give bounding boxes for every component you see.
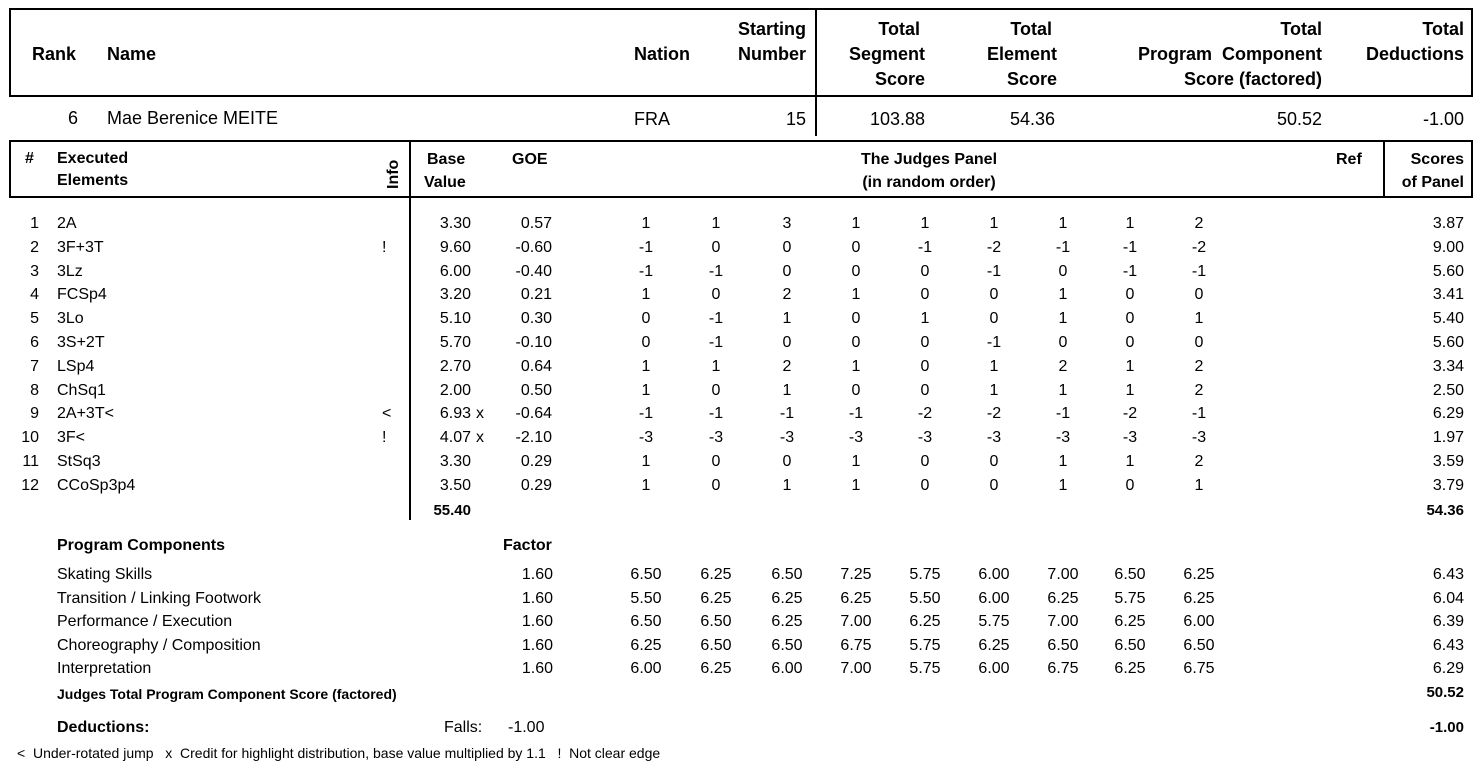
element-judge-score: 1 bbox=[989, 215, 999, 232]
element-base-value: 6.00 bbox=[439, 262, 471, 280]
element-name: FCSp4 bbox=[57, 286, 107, 304]
component-judge-score: 6.00 bbox=[630, 660, 662, 678]
element-judge-score: -3 bbox=[986, 429, 1002, 447]
element-judge-score: -1 bbox=[638, 238, 654, 256]
element-judge-score: -1 bbox=[638, 405, 654, 423]
components-factor-header: Factor bbox=[503, 537, 552, 554]
element-judge-score: 0 bbox=[711, 286, 721, 304]
element-judge-score: 0 bbox=[1125, 286, 1135, 304]
component-judge-score: 6.25 bbox=[1047, 589, 1079, 607]
element-info: < bbox=[382, 405, 392, 423]
ref-header: Ref bbox=[1336, 151, 1362, 168]
element-judge-score: 1 bbox=[1125, 453, 1135, 470]
element-judge-score: 1 bbox=[851, 453, 861, 470]
element-name: 3F+3T bbox=[57, 238, 104, 256]
component-name: Transition / Linking Footwork bbox=[57, 589, 261, 607]
component-judge-score: 6.25 bbox=[840, 589, 872, 607]
element-judge-score: 0 bbox=[989, 476, 999, 494]
element-judge-score: 1 bbox=[1125, 381, 1135, 399]
element-name: 3Lo bbox=[57, 310, 84, 328]
element-judge-score: 1 bbox=[1058, 215, 1068, 232]
element-judge-score: 3 bbox=[782, 215, 792, 232]
element-judge-score: 0 bbox=[920, 381, 930, 399]
element-base-value: 3.30 bbox=[439, 215, 471, 232]
deductions-total: -1.00 bbox=[1429, 719, 1464, 736]
element-judge-score: 1 bbox=[1058, 381, 1068, 399]
element-judge-score: -1 bbox=[708, 405, 724, 423]
component-panel-score: 6.29 bbox=[1432, 660, 1464, 678]
component-name: Skating Skills bbox=[57, 566, 153, 583]
element-judge-score: 0 bbox=[782, 238, 792, 256]
element-judge-score: 1 bbox=[851, 357, 861, 375]
element-number: 6 bbox=[30, 334, 39, 351]
tes-header-3: Score bbox=[1006, 69, 1057, 89]
element-judge-score: -1 bbox=[1055, 238, 1071, 256]
element-judge-score: 0 bbox=[920, 286, 930, 304]
component-judge-score: 5.75 bbox=[909, 660, 941, 678]
element-judge-score: 0 bbox=[782, 334, 792, 351]
component-name: Choreography / Composition bbox=[57, 636, 261, 654]
tes-header-1: Total bbox=[1010, 19, 1052, 39]
skater-nation: FRA bbox=[634, 109, 670, 129]
element-judge-score: 1 bbox=[782, 310, 792, 328]
component-judge-score: 6.25 bbox=[700, 566, 732, 583]
pcs-header-3: Score (factored) bbox=[1183, 69, 1322, 89]
element-panel-score: 3.87 bbox=[1432, 215, 1464, 232]
component-judge-score: 6.75 bbox=[1047, 660, 1079, 678]
component-judge-score: 6.50 bbox=[771, 636, 803, 654]
component-judge-score: 6.00 bbox=[978, 589, 1010, 607]
component-judge-score: 6.50 bbox=[700, 613, 732, 631]
elements-executed-header-1: Executed bbox=[57, 150, 129, 167]
skater-total-segment-score: 103.88 bbox=[869, 109, 925, 129]
component-judge-score: 6.25 bbox=[978, 636, 1010, 654]
element-base-value: 5.10 bbox=[439, 310, 471, 328]
component-judge-score: 6.75 bbox=[840, 636, 872, 654]
tss-header-3: Score bbox=[874, 69, 925, 89]
element-name: ChSq1 bbox=[57, 381, 106, 399]
element-goe: 0.64 bbox=[520, 357, 552, 375]
component-judge-score: 7.25 bbox=[840, 566, 872, 583]
tss-header-2: Segment bbox=[848, 44, 925, 64]
component-name: Performance / Execution bbox=[57, 613, 233, 631]
component-judge-score: 6.00 bbox=[1183, 613, 1215, 631]
elements-info-header: Info bbox=[385, 159, 402, 189]
element-judge-score: 0 bbox=[920, 357, 930, 375]
element-judge-score: 1 bbox=[782, 381, 792, 399]
component-judge-score: 5.75 bbox=[1114, 589, 1146, 607]
element-number: 12 bbox=[21, 476, 39, 494]
component-judge-score: 7.00 bbox=[1047, 613, 1079, 631]
skater-total-deductions: -1.00 bbox=[1422, 109, 1464, 129]
element-judge-score: 0 bbox=[851, 381, 861, 399]
element-judge-score: 0 bbox=[711, 381, 721, 399]
element-judge-score: 0 bbox=[989, 286, 999, 304]
element-number: 1 bbox=[30, 215, 39, 232]
element-judge-score: -1 bbox=[1191, 262, 1207, 280]
element-goe: 0.50 bbox=[520, 381, 552, 399]
element-judge-score: 1 bbox=[641, 215, 651, 232]
element-judge-score: -1 bbox=[779, 405, 795, 423]
element-base-value: 2.00 bbox=[439, 381, 471, 399]
component-judge-score: 6.25 bbox=[630, 636, 662, 654]
elements-executed-header-2: Elements bbox=[57, 172, 129, 189]
element-judge-score: 0 bbox=[641, 334, 651, 351]
element-judge-score: 0 bbox=[1125, 310, 1135, 328]
element-judge-score: 1 bbox=[851, 215, 861, 232]
components-title: Program Components bbox=[57, 537, 226, 554]
component-factor: 1.60 bbox=[521, 589, 553, 607]
elements-header-box bbox=[9, 140, 1473, 198]
element-judge-score: -3 bbox=[1055, 429, 1071, 447]
component-judge-score: 6.00 bbox=[771, 660, 803, 678]
legend: < Under-rotated jump x Credit for highlight distribution, base value multiplied by 1.1 ! Not clear edge bbox=[17, 745, 661, 761]
elements-base-total: 55.40 bbox=[433, 502, 471, 519]
element-judge-score: -3 bbox=[848, 429, 864, 447]
element-base-value: 3.30 bbox=[439, 453, 471, 470]
component-judge-score: 6.25 bbox=[700, 589, 732, 607]
element-number: 11 bbox=[22, 453, 39, 470]
component-judge-score: 6.50 bbox=[1183, 636, 1215, 654]
element-judge-score: -3 bbox=[917, 429, 933, 447]
falls-value: -1.00 bbox=[508, 719, 545, 736]
element-goe: -0.60 bbox=[515, 238, 552, 256]
element-judge-score: -1 bbox=[708, 262, 724, 280]
element-judge-score: 1 bbox=[641, 286, 651, 304]
element-goe: -2.10 bbox=[515, 429, 552, 447]
element-judge-score: 1 bbox=[641, 381, 651, 399]
element-judge-score: 1 bbox=[1058, 476, 1068, 494]
element-judge-score: 0 bbox=[782, 453, 792, 470]
element-judge-score: 1 bbox=[989, 381, 999, 399]
component-judge-score: 6.00 bbox=[978, 566, 1010, 583]
element-panel-score: 2.50 bbox=[1432, 381, 1464, 399]
element-judge-score: 0 bbox=[1125, 476, 1135, 494]
component-judge-score: 6.50 bbox=[1114, 636, 1146, 654]
element-judge-score: 1 bbox=[920, 310, 930, 328]
element-judge-score: 0 bbox=[851, 334, 861, 351]
element-number: 5 bbox=[30, 310, 39, 328]
element-judge-score: 0 bbox=[1058, 262, 1068, 280]
element-judge-score: 0 bbox=[1058, 334, 1068, 351]
skater-total-pcs: 50.52 bbox=[1276, 109, 1322, 129]
element-panel-score: 3.79 bbox=[1432, 476, 1464, 494]
element-judge-score: 1 bbox=[1125, 357, 1135, 375]
pcs-total-label: Judges Total Program Component Score (factored) bbox=[57, 686, 397, 702]
component-judge-score: 7.00 bbox=[840, 660, 872, 678]
element-number: 3 bbox=[30, 262, 39, 280]
tes-header-2: Element bbox=[986, 44, 1057, 64]
component-judge-score: 6.50 bbox=[630, 566, 662, 583]
component-judge-score: 6.50 bbox=[1114, 566, 1146, 583]
element-judge-score: -2 bbox=[917, 405, 933, 423]
element-judge-score: 0 bbox=[920, 262, 930, 280]
element-judge-score: -1 bbox=[986, 262, 1002, 280]
element-judge-score: 2 bbox=[1194, 215, 1204, 232]
component-judge-score: 5.75 bbox=[909, 636, 941, 654]
element-judge-score: 0 bbox=[711, 476, 721, 494]
element-judge-score: -3 bbox=[779, 429, 795, 447]
element-judge-score: 1 bbox=[851, 286, 861, 304]
element-judge-score: 1 bbox=[782, 476, 792, 494]
element-judge-score: -1 bbox=[708, 334, 724, 351]
element-judge-score: 2 bbox=[1194, 381, 1204, 399]
element-judge-score: 0 bbox=[851, 310, 861, 328]
element-judge-score: 0 bbox=[851, 238, 861, 256]
falls-label: Falls: bbox=[444, 719, 483, 736]
scores-header-1: Scores bbox=[1410, 151, 1464, 168]
component-judge-score: 6.25 bbox=[1114, 613, 1146, 631]
element-name: LSp4 bbox=[57, 357, 95, 375]
element-judge-score: 0 bbox=[920, 334, 930, 351]
element-judge-score: -2 bbox=[1191, 238, 1207, 256]
element-judge-score: -2 bbox=[986, 238, 1002, 256]
element-goe: -0.10 bbox=[515, 334, 552, 351]
element-name: 3Lz bbox=[57, 262, 83, 280]
element-judge-score: 1 bbox=[641, 453, 651, 470]
element-base-value: 6.93 bbox=[439, 405, 471, 423]
element-goe: 0.29 bbox=[520, 476, 552, 494]
element-judge-score: -1 bbox=[1122, 238, 1138, 256]
element-judge-score: 0 bbox=[851, 262, 861, 280]
element-judge-score: 2 bbox=[782, 286, 792, 304]
component-name: Interpretation bbox=[57, 660, 152, 678]
component-judge-score: 6.25 bbox=[1114, 660, 1146, 678]
element-name: CCoSp3p4 bbox=[57, 476, 136, 494]
element-judge-score: -2 bbox=[986, 405, 1002, 423]
component-judge-score: 6.50 bbox=[771, 566, 803, 583]
component-judge-score: 6.25 bbox=[771, 589, 803, 607]
element-judge-score: 2 bbox=[1194, 357, 1204, 375]
skater-total-element-score: 54.36 bbox=[1009, 109, 1055, 129]
element-number: 2 bbox=[30, 238, 39, 256]
element-judge-score: -1 bbox=[986, 334, 1002, 351]
element-panel-score: 5.40 bbox=[1432, 310, 1464, 328]
component-judge-score: 6.25 bbox=[1183, 566, 1215, 583]
element-judge-score: -1 bbox=[848, 405, 864, 423]
element-judge-score: 0 bbox=[920, 476, 930, 494]
element-panel-score: 5.60 bbox=[1432, 262, 1464, 280]
element-judge-score: 2 bbox=[1194, 453, 1204, 470]
component-judge-score: 7.00 bbox=[1047, 566, 1079, 583]
element-info: ! bbox=[382, 238, 387, 256]
element-judge-score: -3 bbox=[638, 429, 654, 447]
element-base-value: 5.70 bbox=[439, 334, 471, 351]
element-judge-score: 0 bbox=[711, 238, 721, 256]
name-header: Name bbox=[107, 44, 157, 64]
element-judge-score: -3 bbox=[708, 429, 724, 447]
pcs-header-2: Program Component bbox=[1137, 44, 1322, 64]
element-number: 4 bbox=[30, 286, 39, 304]
element-base-value: 3.50 bbox=[439, 476, 471, 494]
judges-panel-header-1: The Judges Panel bbox=[860, 151, 998, 168]
elements-base-header-1: Base bbox=[427, 151, 466, 168]
component-judge-score: 5.50 bbox=[909, 589, 941, 607]
element-judge-score: 1 bbox=[1058, 453, 1068, 470]
element-number: 8 bbox=[30, 381, 39, 399]
element-goe: 0.30 bbox=[520, 310, 552, 328]
summary-header-divider bbox=[815, 8, 817, 136]
element-judge-score: 1 bbox=[1058, 310, 1068, 328]
element-panel-score: 9.00 bbox=[1432, 238, 1464, 256]
component-factor: 1.60 bbox=[521, 566, 553, 583]
component-judge-score: 7.00 bbox=[840, 613, 872, 631]
component-judge-score: 5.75 bbox=[978, 613, 1010, 631]
component-judge-score: 5.75 bbox=[909, 566, 941, 583]
element-base-value: 3.20 bbox=[439, 286, 471, 304]
judges-panel-header-2: (in random order) bbox=[862, 174, 996, 191]
nation-header: Nation bbox=[634, 44, 690, 64]
element-base-value: 2.70 bbox=[439, 357, 471, 375]
elements-goe-header: GOE bbox=[512, 151, 548, 168]
element-judge-score: -1 bbox=[1122, 262, 1138, 280]
element-judge-score: 1 bbox=[851, 476, 861, 494]
deductions-label: Deductions: bbox=[57, 719, 150, 736]
element-name: StSq3 bbox=[57, 453, 101, 470]
element-judge-score: 1 bbox=[1058, 286, 1068, 304]
element-goe: -0.64 bbox=[515, 405, 552, 423]
element-name: 2A+3T< bbox=[57, 405, 114, 423]
elements-num-header: # bbox=[25, 150, 34, 167]
element-judge-score: 0 bbox=[920, 453, 930, 470]
element-judge-score: 1 bbox=[1125, 215, 1135, 232]
component-judge-score: 6.50 bbox=[630, 613, 662, 631]
element-judge-score: 1 bbox=[989, 357, 999, 375]
element-judge-score: 2 bbox=[782, 357, 792, 375]
element-judge-score: 0 bbox=[989, 310, 999, 328]
element-judge-score: -3 bbox=[1191, 429, 1207, 447]
element-goe: 0.21 bbox=[520, 286, 552, 304]
element-panel-score: 3.34 bbox=[1432, 357, 1464, 375]
element-number: 10 bbox=[21, 429, 39, 447]
scores-header-2: of Panel bbox=[1401, 174, 1464, 191]
element-judge-score: 0 bbox=[1194, 286, 1204, 304]
element-judge-score: -1 bbox=[708, 310, 724, 328]
element-name: 3F< bbox=[57, 429, 86, 447]
element-judge-score: 0 bbox=[1125, 334, 1135, 351]
element-judge-score: 0 bbox=[711, 453, 721, 470]
component-panel-score: 6.43 bbox=[1432, 566, 1464, 583]
ded-header-2: Deductions bbox=[1365, 44, 1464, 64]
pcs-total-value: 50.52 bbox=[1426, 684, 1464, 701]
component-judge-score: 6.75 bbox=[1183, 660, 1215, 678]
component-panel-score: 6.43 bbox=[1432, 636, 1464, 654]
element-judge-score: 0 bbox=[989, 453, 999, 470]
element-panel-score: 5.60 bbox=[1432, 334, 1464, 351]
skater-starting-number: 15 bbox=[785, 109, 806, 129]
pcs-header-1: Total bbox=[1280, 19, 1322, 39]
element-judge-score: -1 bbox=[1055, 405, 1071, 423]
component-factor: 1.60 bbox=[521, 636, 553, 654]
element-judge-score: -2 bbox=[1122, 405, 1138, 423]
component-judge-score: 5.50 bbox=[630, 589, 662, 607]
element-judge-score: -1 bbox=[1191, 405, 1207, 423]
element-judge-score: -1 bbox=[917, 238, 933, 256]
element-name: 3S+2T bbox=[57, 334, 105, 351]
component-factor: 1.60 bbox=[521, 660, 553, 678]
starting-number-header-2: Number bbox=[737, 44, 806, 64]
element-judge-score: 0 bbox=[1194, 334, 1204, 351]
skater-rank: 6 bbox=[68, 108, 79, 128]
component-panel-score: 6.04 bbox=[1432, 589, 1464, 607]
component-judge-score: 6.00 bbox=[978, 660, 1010, 678]
element-goe: -0.40 bbox=[515, 262, 552, 280]
component-judge-score: 6.25 bbox=[700, 660, 732, 678]
component-panel-score: 6.39 bbox=[1432, 613, 1464, 631]
element-base-value: 9.60 bbox=[439, 238, 471, 256]
element-judge-score: 1 bbox=[711, 357, 721, 375]
element-judge-score: 1 bbox=[641, 476, 651, 494]
ded-header-1: Total bbox=[1422, 19, 1464, 39]
element-judge-score: 0 bbox=[641, 310, 651, 328]
element-goe: 0.29 bbox=[520, 453, 552, 470]
element-highlight-x: x bbox=[476, 429, 484, 447]
element-highlight-x: x bbox=[476, 405, 484, 423]
element-info: ! bbox=[382, 429, 387, 447]
element-base-value: 4.07 bbox=[439, 429, 471, 447]
component-judge-score: 6.25 bbox=[1183, 589, 1215, 607]
starting-number-header-1: Starting bbox=[737, 19, 806, 39]
element-judge-score: 1 bbox=[920, 215, 930, 232]
elements-base-header-2: Value bbox=[424, 174, 466, 191]
element-judge-score: -3 bbox=[1122, 429, 1138, 447]
tss-header-1: Total bbox=[878, 19, 920, 39]
component-factor: 1.60 bbox=[521, 613, 553, 631]
element-judge-score: 1 bbox=[1194, 310, 1204, 328]
element-panel-score: 6.29 bbox=[1432, 405, 1464, 423]
rank-header: Rank bbox=[32, 44, 77, 64]
element-panel-score: 1.97 bbox=[1432, 429, 1464, 447]
element-number: 9 bbox=[30, 405, 39, 423]
element-goe: 0.57 bbox=[520, 215, 552, 232]
component-judge-score: 6.25 bbox=[909, 613, 941, 631]
element-panel-score: 3.59 bbox=[1432, 453, 1464, 470]
element-number: 7 bbox=[30, 357, 39, 375]
element-judge-score: 1 bbox=[641, 357, 651, 375]
element-name: 2A bbox=[57, 215, 77, 232]
element-judge-score: 2 bbox=[1058, 357, 1068, 375]
component-judge-score: 6.50 bbox=[1047, 636, 1079, 654]
element-judge-score: 0 bbox=[782, 262, 792, 280]
component-judge-score: 6.50 bbox=[700, 636, 732, 654]
element-judge-score: -1 bbox=[638, 262, 654, 280]
skater-name: Mae Berenice MEITE bbox=[107, 108, 279, 128]
element-judge-score: 1 bbox=[1194, 476, 1204, 494]
elements-score-total: 54.36 bbox=[1426, 502, 1464, 519]
component-judge-score: 6.25 bbox=[771, 613, 803, 631]
element-judge-score: 1 bbox=[711, 215, 721, 232]
element-panel-score: 3.41 bbox=[1432, 286, 1464, 304]
